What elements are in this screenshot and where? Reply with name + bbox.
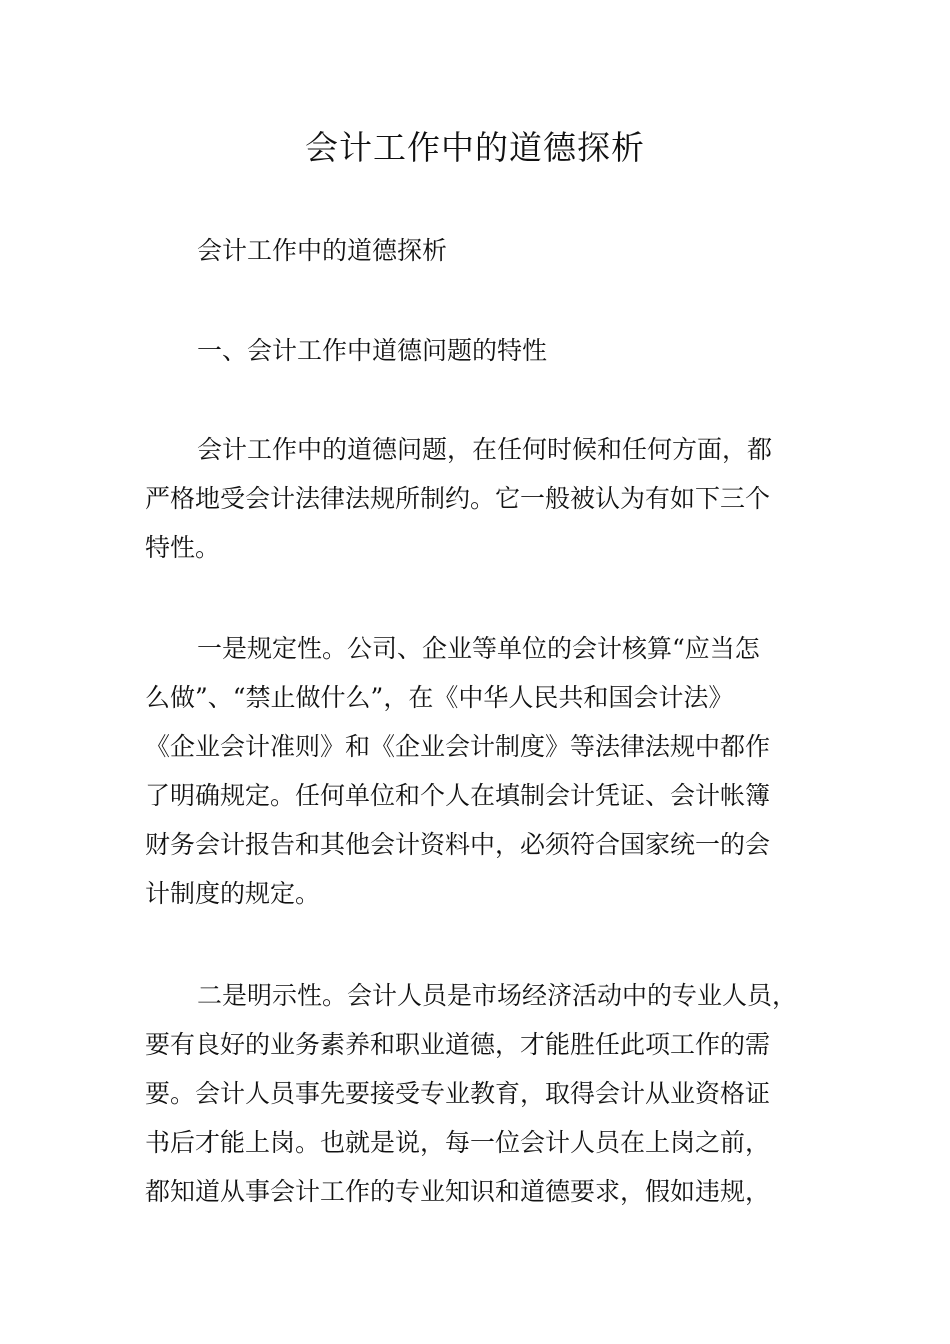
paragraph-line: 《企业会计准则》和《企业会计制度》等法律法规中都作 (145, 732, 771, 761)
paragraph-3 (145, 971, 810, 1216)
section-heading-line: 一、会计工作中道德问题的特性 (197, 336, 548, 365)
paragraph-line: 严格地受会计法律法规所制约。它一般被认为有如下三个 (145, 484, 771, 513)
paragraph-line: 二是明示性。会计人员是市场经济活动中的专业人员， (197, 981, 798, 1010)
paragraph-1 (145, 425, 810, 572)
paragraph-line: 书后才能上岗。也就是说，每一位会计人员在上岗之前， (145, 1128, 771, 1157)
document-subtitle (145, 226, 810, 275)
paragraph-line: 一是规定性。公司、企业等单位的会计核算“应当怎 (197, 634, 760, 663)
paragraph-line: 了明确规定。任何单位和个人在填制会计凭证、会计帐簿 (145, 781, 771, 810)
section-heading (145, 326, 810, 375)
paragraph-line: 计制度的规定。 (145, 879, 321, 908)
paragraph-line: 要。会计人员事先要接受专业教育，取得会计从业资格证 (145, 1079, 771, 1108)
paragraph-line: 会计工作中的道德问题，在任何时候和任何方面，都 (197, 435, 773, 464)
paragraph-2 (145, 624, 810, 918)
paragraph-line: 特性。 (145, 533, 221, 562)
subtitle-line: 会计工作中的道德探析 (197, 236, 448, 265)
paragraph-line: 么做”、“禁止做什么”，在《中华人民共和国会计法》 (145, 683, 734, 712)
paragraph-line: 都知道从事会计工作的专业知识和道德要求，假如违规， (145, 1177, 771, 1206)
paragraph-line: 要有良好的业务素养和职业道德，才能胜任此项工作的需 (145, 1030, 771, 1059)
document-title: 会计工作中的道德探析 (305, 128, 645, 167)
paragraph-line: 财务会计报告和其他会计资料中，必须符合国家统一的会 (145, 830, 771, 859)
